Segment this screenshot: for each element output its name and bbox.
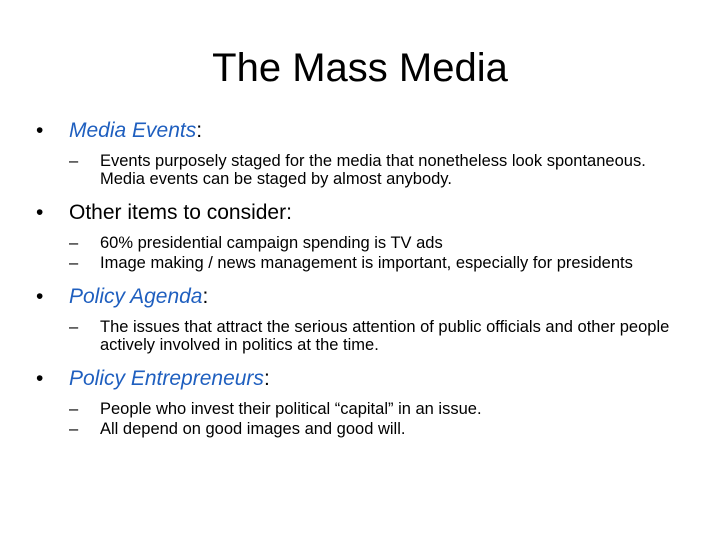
term-suffix: : bbox=[202, 285, 209, 308]
bullet-item-media-events bbox=[36, 118, 686, 188]
bullet-item-policy-agenda bbox=[36, 284, 686, 354]
sub-item bbox=[69, 254, 686, 272]
term-suffix: : bbox=[196, 119, 203, 142]
bullet-text-other-items: Other items to consider: bbox=[69, 201, 292, 224]
sub-list bbox=[69, 318, 686, 354]
sub-item bbox=[69, 318, 686, 354]
bullet-item-policy-entrepreneurs bbox=[36, 366, 686, 438]
dash-marker: – bbox=[69, 400, 79, 418]
dash-marker: – bbox=[69, 420, 79, 438]
bullet-dot: • bbox=[36, 367, 44, 390]
sub-item-text: Events purposely staged for the media that nonetheless look spontaneous. Media events can be staged by almost anybody. bbox=[100, 152, 646, 188]
sub-list bbox=[69, 234, 686, 272]
bullet-item-other-items bbox=[36, 200, 686, 272]
term-media-events: Media Events bbox=[69, 119, 197, 142]
sub-item-text: All depend on good images and good will. bbox=[100, 420, 406, 438]
sub-item bbox=[69, 234, 686, 252]
sub-item bbox=[69, 400, 686, 418]
bullet-dot: • bbox=[36, 119, 44, 142]
dash-marker: – bbox=[69, 234, 79, 252]
sub-item-text: People who invest their political “capital” in an issue. bbox=[100, 400, 482, 418]
sub-list bbox=[69, 400, 686, 438]
sub-list bbox=[69, 152, 686, 188]
sub-item-text: The issues that attract the serious attention of public officials and other people actively involved in politics at the time. bbox=[100, 318, 670, 354]
term-policy-agenda: Policy Agenda bbox=[69, 285, 203, 308]
slide-title: The Mass Media bbox=[212, 46, 508, 90]
dash-marker: – bbox=[69, 152, 79, 170]
sub-item-text: 60% presidential campaign spending is TV ads bbox=[100, 234, 443, 252]
dash-marker: – bbox=[69, 254, 79, 272]
bullet-list bbox=[36, 118, 686, 440]
sub-item bbox=[69, 152, 686, 188]
term-policy-entrepreneurs: Policy Entrepreneurs bbox=[69, 367, 264, 390]
bullet-dot: • bbox=[36, 201, 44, 224]
bullet-dot: • bbox=[36, 285, 44, 308]
term-suffix: : bbox=[263, 367, 270, 390]
dash-marker: – bbox=[69, 318, 79, 336]
sub-item-text: Image making / news management is important, especially for presidents bbox=[100, 254, 633, 272]
sub-item bbox=[69, 420, 686, 438]
